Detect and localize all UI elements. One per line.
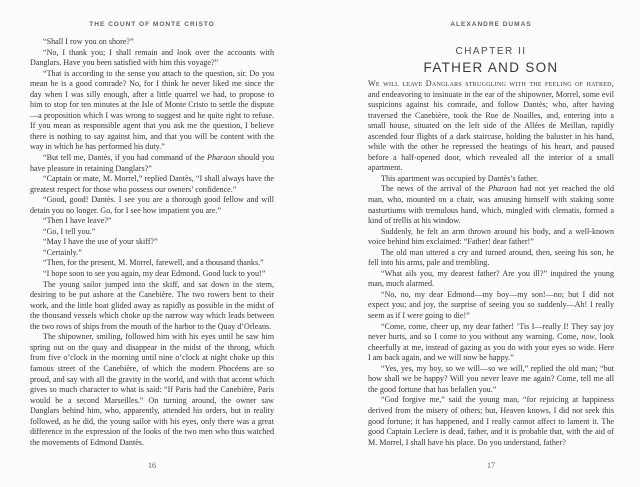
text-run: “Good, good! Dantès. I see you are a thorough good fellow and will detain you no longer. Go, for I see how impatient you are.” xyxy=(30,195,274,215)
text-run: “Yes, yes, my boy, so we will—so we will,” replied the old man; “but how shall we be happy? Will you never leave me again? Come, tell me all the good fortune that has befallen you.” xyxy=(368,363,614,394)
page-number-left: 16 xyxy=(148,461,156,470)
paragraph xyxy=(368,174,614,185)
paragraph xyxy=(30,37,274,48)
paragraph xyxy=(368,290,614,322)
text-run: Suddenly, he felt an arm thrown around his body, and a well-known voice behind him exclaimed: “Father! dear father!” xyxy=(368,226,614,247)
page-right-body xyxy=(368,79,614,448)
text-run: “Captain or mate, M. Morrel,” replied Dantès, “I shall always have the greatest respect for those who possess our owners’ confidence.” xyxy=(30,174,274,194)
text-run: This apartment was occupied by Dantès’s father. xyxy=(381,173,539,183)
paragraph xyxy=(30,174,274,195)
text-run: “Come, come, cheer up, my dear father! ’Tis I—really I! They say joy never hurts, and so I come to you without any warning. Come, xyxy=(368,321,614,342)
text-run: “No, I thank you; I shall remain and look over the accounts with Danglars. Have you been satisfied with him this voyage?” xyxy=(30,47,274,68)
paragraph xyxy=(30,332,274,448)
text-run: The shipowner, smiling, followed him with his eyes until he saw him spring out on the quay and disappear in the midst of the throng, which from five o’clock in the morning until nine o’clock at night choke up this famous street of the Canebière, of which the modern Phocéens are so proud, and say with all the gravity in the world, and with that accent which gives so much character to what is said: “If Paris had the Canebière, Paris would be a second Marseilles.” On turning around, the owner saw Danglars behind him, who, apparently, attended his orders, but in reality followed, as he did, the young sailor with his eyes, only there was a great difference in the expression of the looks of the two men who thus watched the movements of Edmond Dantès. xyxy=(30,332,274,447)
text-run: “No, no, my dear Edmond—my boy—my son!—no; but I did not expect you; and joy, the surprise of seeing you so suddenly—Ah! I really seem as if I were going to die!” xyxy=(368,289,614,321)
text-run: The news of the arrival of the xyxy=(381,184,489,194)
paragraph xyxy=(368,269,614,290)
text-run: The young sailor jumped into the skiff, and sat down in the stern, desiring to be put ashore at the Canebière. The two rowers bent to their work, and the little boat glided away as rapidly as possible in the midst of the thousand vessels which choke up the narrow way which leads between the two rows of ships from the mouth of the harbor to the Quay d’Orleans. xyxy=(30,279,274,331)
text-run: “But tell me, Dantès, if you had command of the xyxy=(43,153,208,163)
page-left-body xyxy=(30,37,274,448)
paragraph xyxy=(368,227,614,248)
text-run: “Shall I row you on shore?” xyxy=(43,37,134,46)
paragraph xyxy=(30,69,274,153)
page-left xyxy=(30,0,274,487)
paragraph xyxy=(368,364,614,396)
text-run: We will leave Danglars struggling with the feeling of hatred, xyxy=(368,79,614,88)
running-header-right: ALEXANDRE DUMAS xyxy=(450,21,532,28)
paragraph xyxy=(368,184,614,226)
paragraph xyxy=(30,195,274,216)
text-run: “That is according to the sense you attach to the question, sir. Do you mean he is a good comrade? No, for I think he never liked me since the day when I was silly enough, after a little quarrel we had, to propose to him to stop for ten minutes at the Isle of Monte Cristo to settle the dispute—a proposition which I was wrong to suggest and he quite right to refuse. If you mean as responsible agent that you ask me the question, I believe there is nothing to say against him, and that you will be content with the way in which he has performed his duty.” xyxy=(30,68,274,152)
paragraph xyxy=(30,153,274,174)
text-run: now xyxy=(581,332,595,342)
paragraph xyxy=(368,395,614,448)
text-run: The old man uttered a cry and turned around, then, seeing his son, he fell into his arms, pale and trembling. xyxy=(368,247,614,268)
text-run: “God forgive me,” said the young man, “for rejoicing at happiness derived from the misery of others; but, Heaven knows, I did not seek this good fortune; it has happened, and I really cannot affect to lament it. The good Captain Leclere is dead, father, and it is probable that, with the aid of M. Morrel, I shall have his place. Do you understand, father? xyxy=(368,395,614,447)
paragraph xyxy=(368,322,614,364)
page-number-right: 17 xyxy=(487,461,495,470)
text-run: , look cheerfully at me, instead of gazing as you do with your eyes so wide. Here I am back again, and we will now be happy.” xyxy=(368,332,615,363)
paragraph xyxy=(30,216,274,227)
paragraph xyxy=(30,248,274,259)
text-run: “May I have the use of your skiff?” xyxy=(43,237,158,247)
text-run: Pharaon xyxy=(207,153,236,163)
paragraph xyxy=(30,48,274,69)
text-run: Pharaon xyxy=(488,184,517,194)
text-run: “Then I have leave?” xyxy=(43,216,112,226)
chapter-heading xyxy=(368,46,614,75)
paragraph xyxy=(368,248,614,269)
text-run: “Then, for the present, M. Morrel, farewell, and a thousand thanks.” xyxy=(43,258,264,268)
chapter-title: FATHER AND SON xyxy=(423,60,559,75)
page-right xyxy=(368,0,614,487)
text-run: should you have pleasure in retaining Danglars?” xyxy=(30,153,275,173)
text-run: “Go, I tell you.” xyxy=(43,226,96,236)
paragraph xyxy=(30,227,274,238)
paragraph xyxy=(30,258,274,269)
text-run: “I hope soon to see you again, my dear Edmond. Good luck to you!” xyxy=(43,269,266,279)
chapter-label: CHAPTER II xyxy=(455,46,527,57)
text-run: had not yet reached the old man, who, mounted on a chair, was amusing himself with staking some nasturtiums with tremulous hand, which, mingled with clematis, formed a kind of trellis at his window. xyxy=(368,184,615,226)
running-header-left: THE COUNT OF MONTE CRISTO xyxy=(89,21,215,28)
text-run: “What ails you, my dearest father? Are you ill?” inquired the young man, much alarmed. xyxy=(368,268,614,289)
paragraph xyxy=(30,237,274,248)
paragraph xyxy=(30,269,274,280)
paragraph xyxy=(368,79,614,174)
paragraph xyxy=(30,280,274,333)
text-run: and endeavoring to insinuate in the ear of the shipowner, Morrel, some evil suspicions against his comrade, and follow Dantès; who, after having traversed the Canebière, took the Rue de Noailles, and, entering into a small house, situated on the left side of the Allées de Meillan, rapidly ascended four flights of a dark staircase, holding the baluster in his hand, while with the other he repressed the beatings of his heart, and paused before a half-opened door, which revealed all the interior of a small apartment. xyxy=(368,89,614,173)
text-run: “Certainly.” xyxy=(43,247,82,257)
